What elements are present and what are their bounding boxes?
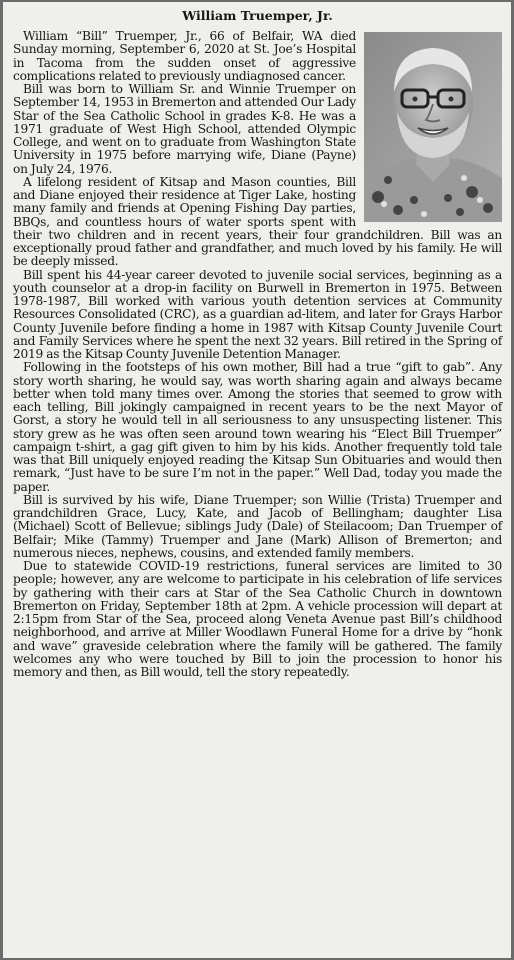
obituary-page	[3, 2, 511, 958]
obituary-paragraph: William “Bill” Truemper, Jr., 66 of Belfair, WA died Sunday morning, September 6, 2020 at St. Joe’s Hospital in Tacoma from the sudden onset of aggressive complications related to previously undiagnosed cancer.	[13, 29, 356, 83]
obituary-paragraph: Bill was born to William Sr. and Winnie Truemper on September 14, 1953 in Bremerton and attended Our Lady Star of the Sea Catholic School in grades K-8. He was a 1971 graduate of West High School, attended Olympic College, and went on to graduate from Washington State University in 1975 before marrying wife, Diane (Payne) on July 24, 1976.	[13, 82, 356, 176]
obituary-paragraph: Due to statewide COVID-19 restrictions, funeral services are limited to 30 people; however, any are welcome to participate in his celebration of life services by gathering with their cars at Star of the Sea Catholic Church in downtown Bremerton on Friday, September 18th at 2pm. A vehicle procession will depart at 2:15pm from Star of the Sea, proceed along Veneta Avenue past Bill’s childhood neighborhood, and arrive at Miller Woodlawn Funeral Home for a drive by “honk and wave” graveside celebration where the family will be gathered. The family welcomes any who were touched by Bill to join the procession to honor his memory and then, as Bill would, tell the story repeatedly.	[13, 559, 502, 679]
obituary-paragraph: A lifelong resident of Kitsap and Mason counties, Bill and Diane enjoyed their residence at Tiger Lake, hosting many family and friends at Opening Fishing Day parties, BBQs, and countless hours of water sports spent with their two children and in recent years, their four grandchildren. Bill was an exceptionally proud father and grandfather, and much loved by his family. He will be deeply missed.	[13, 174, 502, 269]
obituary-paragraph: Bill spent his 44-year career devoted to juvenile social services, beginning as a youth counselor at a drop-in facility on Burwell in Bremerton in 1975. Between 1978-1987, Bill worked with various youth detention services at Community Resources Consolidated (CRC), as a guardian ad-litem, and later for Grays Harbor County Juvenile before finding a home in 1987 with Kitsap County Juvenile Court and Family Services where he spent the next 32 years. Bill retired in the Spring of 2019 as the Kitsap County Juvenile Detention Manager.	[13, 267, 502, 361]
portrait-photo-icon	[364, 32, 502, 222]
obituary-paragraph: Bill is survived by his wife, Diane Truemper; son Willie (Trista) Truemper and grandchildren Grace, Lucy, Kate, and Jacob of Bellingham; daughter Lisa (Michael) Scott of Bellevue; siblings Judy (Dale) of Steilacoom; Dan Truemper of Belfair; Mike (Tammy) Truemper and Jane (Mark) Allison of Bremerton; and numerous nieces, nephews, cousins, and extended family members.	[13, 492, 502, 560]
obituary-paragraph: Following in the footsteps of his own mother, Bill had a true “gift to gab”. Any story worth sharing, he would say, was worth sharing again and always became better when told many times over. Among the stories that seemed to grow with each telling, Bill jokingly campaigned in recent years to be the next Mayor of Gorst, a story he would tell in all seriousness to any unsuspecting listener. This story grew as he was often seen around town wearing his “Elect Bill Truemper” campaign t-shirt, a gag gift given to him by his kids. Another frequently told tale was that Bill uniquely enjoyed reading the Kitsap Sun Obituaries and would then remark, “Just have to be sure I’m not in the paper.” Well Dad, today you made the paper.	[13, 360, 502, 494]
obituary-title: William Truemper, Jr.	[182, 8, 333, 23]
